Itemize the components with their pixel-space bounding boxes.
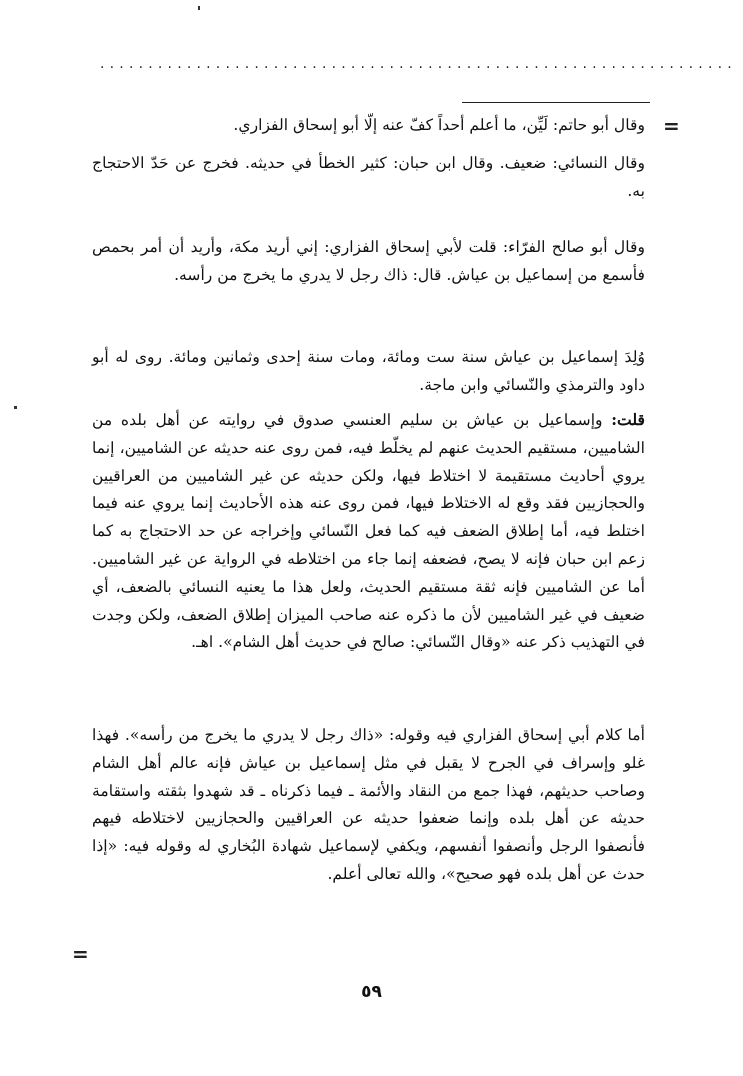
body-text bbox=[92, 112, 645, 889]
dotted-separator: .................................................................. bbox=[100, 56, 737, 72]
paragraph-text: وقال النسائي: ضعيف. وقال ابن حبان: كثير الخطأ في حديثه. فخرج عن حَدّ الاحتجاج به. bbox=[92, 154, 645, 200]
footnote-rule bbox=[462, 102, 650, 103]
margin-mark-bottom: = bbox=[72, 942, 89, 966]
paragraph-author-note bbox=[92, 406, 645, 722]
paragraph-abu-salih bbox=[92, 234, 645, 344]
paragraph-text: وإسماعيل بن عياش بن سليم العنسي صدوق في روايته عن أهل بلده من الشاميين، مستقيم الحديث عنهم لم يخلّط فيه، فمن روى عنه حديثه عن الشاميين، إنما يروي أحاديث مستقيمة لا اختلاط فيها، ولكن حديثه عن غير الشاميين من العراقيين والحجازيين فقد وقع له الاختلاط فيها، فمن روى عنه هذه الأحاديث إنما يروي عنه فيما اختلط فيه، أما إطلاق الضعف فيه كما فعل النّسائي وإخراجه عن حد الاحتجاج به كما زعم ابن حبان فإنه لا يصح، فضعفه إنما جاء من اختلاطه في الرواية عن غير الشاميين. أما عن الشاميين فإنه ثقة مستقيم الحديث، ولعل هذا ما يعنيه النسائي بالضعف، أي ضعيف في غير الشاميين لأن ما ذكره عنه صاحب الميزان إطلاق الضعف، ولكن وجدت في التهذيب ذكر عنه «وقال النّسائي: صالح في حديث أهل الشام». اهـ. bbox=[92, 411, 645, 652]
paragraph-birth-death bbox=[92, 344, 645, 406]
margin-tick-left bbox=[14, 406, 17, 409]
paragraph-text: أما كلام أبي إسحاق الفزاري فيه وقوله: «ذاك رجل لا يدري ما يخرج من رأسه». فهذا غلو وإسراف في الجرح لا يقبل في مثل إسماعيل بن عياش فإنه عالم أهل الشام وصاحب حديثهم، فهذا جمع من النقاد والأئمة ـ فيما ذكرناه ـ قد شهدوا بثقته واستقامة حديثه عن أهل بلده وإنما ضعفوا حديثه عن العراقيين والحجازيين لاختلاطه فيهم فأنصفوا الرجل وأنصفوا أنفسهم، ويكفي لإسماعيل شهادة البُخاري له وقوله فيه: «إذا حدث عن أهل بلده فهو صحيح»، والله تعالى أعلم. bbox=[92, 726, 645, 883]
margin-mark-top: = bbox=[663, 114, 680, 138]
paragraph-label: قلت: bbox=[611, 410, 645, 429]
paragraph-abu-hatim bbox=[92, 112, 645, 148]
paragraph-text: وقال أبو حاتم: لَيِّن، ما أعلم أحداً كفّ عنه إلّا أبو إسحاق الفزاري. bbox=[233, 116, 645, 134]
top-tick-mark bbox=[198, 6, 200, 10]
paragraph-fazari-critique bbox=[92, 722, 645, 889]
paragraph-text: وقال أبو صالح الفرّاء: قلت لأبي إسحاق الفزاري: إني أريد مكة، وأريد أن أمر بحمص فأسمع من إسماعيل بن عياش. قال: ذاك رجل لا يدري ما يخرج من رأسه. bbox=[92, 238, 645, 284]
paragraph-nasai bbox=[92, 150, 645, 234]
paragraph-text: وُلِدَ إسماعيل بن عياش سنة ست ومائة، ومات سنة إحدى وثمانين ومائة. روى له أبو داود والترمذي والنّسائي وابن ماجة. bbox=[92, 348, 645, 394]
page-number: ٥٩ bbox=[361, 982, 382, 1002]
